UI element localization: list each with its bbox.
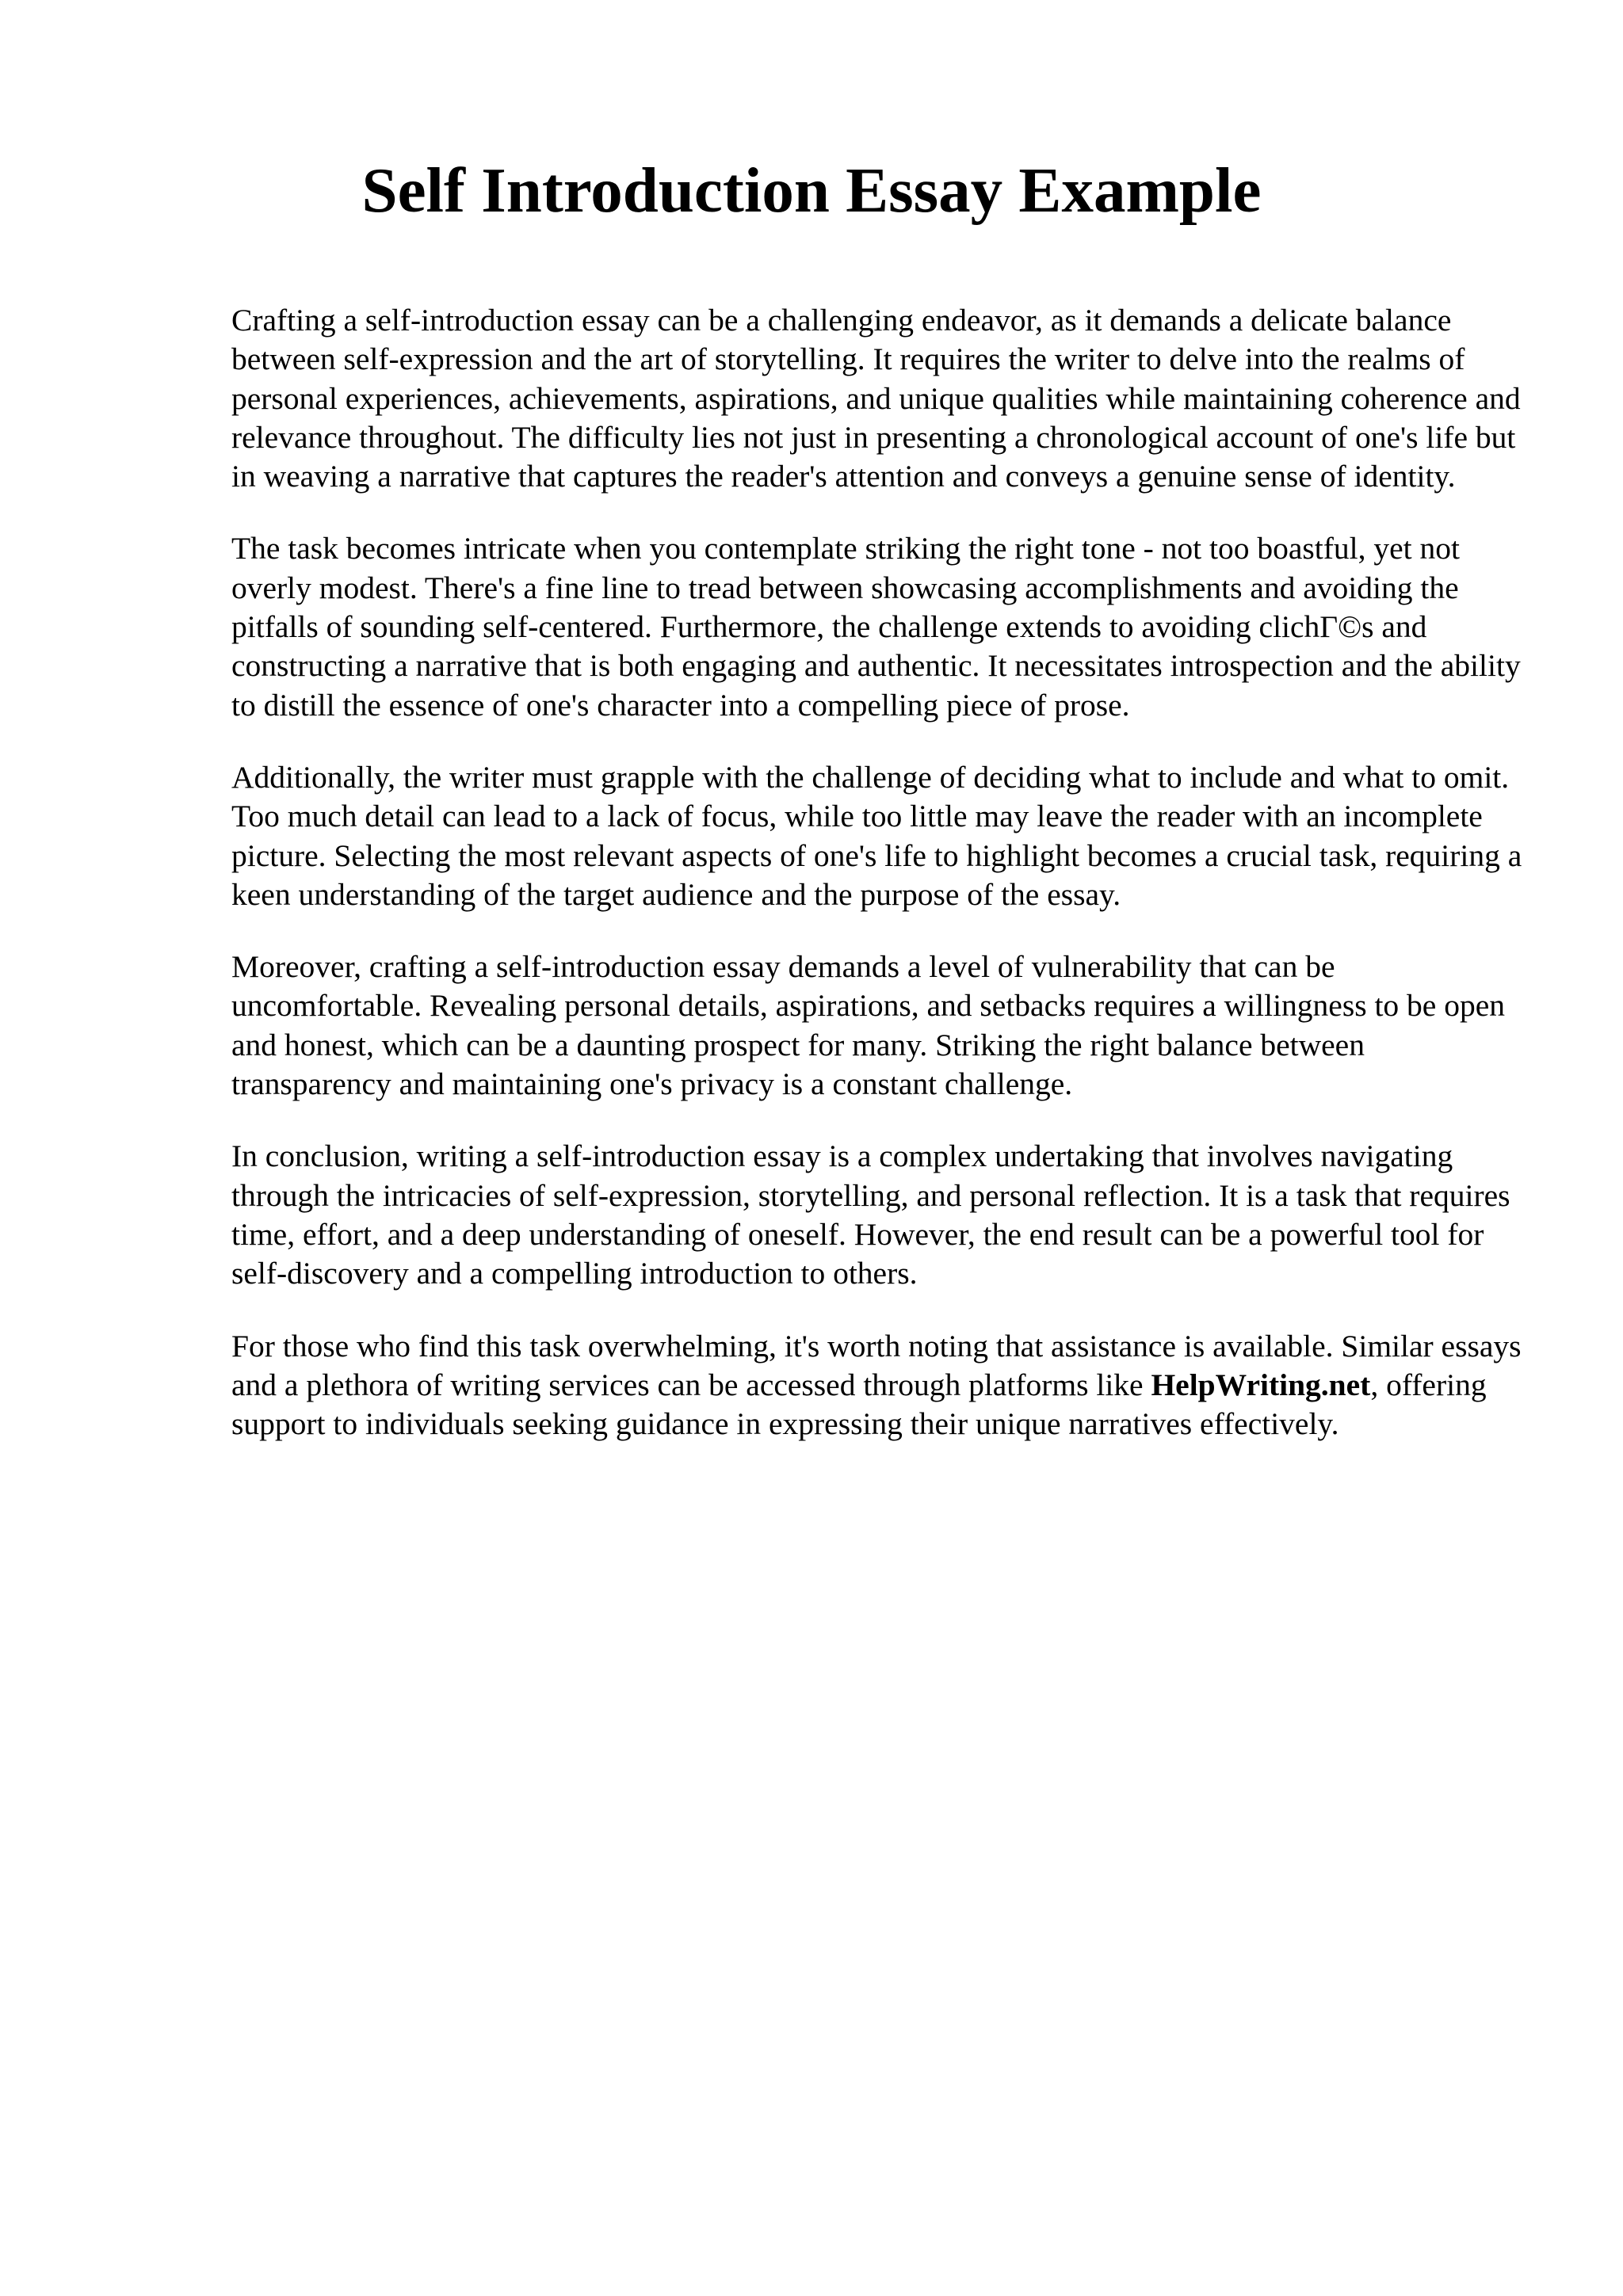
essay-paragraph-5: In conclusion, writing a self-introduction essay is a complex undertaking that involves navigating through the intricacies of self-expression, storytelling, and personal reflection. It is a task that requires time, effort, and a deep understanding of oneself. However, the end result can be a powerful tool for self-discovery and a compelling introduction to others. bbox=[231, 1138, 1510, 1291]
essay-paragraph-1: Crafting a self-introduction essay can be a challenging endeavor, as it demands a delicate balance between self-expression and the art of storytelling. It requires the writer to delve into the realms of personal experiences, achievements, aspirations, and unique qualities while maintaining coherence and relevance throughout. The difficulty lies not just in presenting a chronological account of one's life but in weaving a narrative that captures the reader's attention and conveys a genuine sense of identity. bbox=[231, 303, 1521, 494]
essay-body bbox=[231, 301, 1531, 1477]
essay-paragraph-3: Additionally, the writer must grapple with the challenge of deciding what to include and what to omit. Too much detail can lead to a lack of focus, while too little may leave the reader with an incomplete picture. Selecting the most relevant aspects of one's life to highlight becomes a crucial task, requiring a keen understanding of the target audience and the purpose of the essay. bbox=[231, 759, 1522, 912]
final-paragraph-after-link: , offering support to individuals seeking guidance in expressing their unique narratives effectively. bbox=[231, 1367, 1487, 1442]
essay-paragraph-2: The task becomes intricate when you contemplate striking the right tone - not too boastful, yet not overly modest. There's a fine line to tread between showcasing accomplishments and avoiding the pitfalls of sounding self-centered. Furthermore, the challenge extends to avoiding clichΓ©s and constructing a narrative that is both engaging and authentic. It necessitates introspection and the ability to distill the essence of one's character into a compelling piece of prose. bbox=[231, 531, 1521, 723]
final-paragraph-before-link: For those who find this task overwhelming, it's worth noting that assistance is available. Similar essays and a plethora of writing services can be accessed through platforms like bbox=[231, 1328, 1522, 1402]
page-title: Self Introduction Essay Example bbox=[361, 154, 1262, 226]
helpwriting-link[interactable]: HelpWriting.net bbox=[1151, 1367, 1371, 1402]
essay-paragraph-6 bbox=[231, 1327, 1531, 1444]
essay-paragraph-4: Moreover, crafting a self-introduction essay demands a level of vulnerability that can be uncomfortable. Revealing personal details, aspirations, and setbacks requires a willingness to be open and honest, which can be a daunting prospect for many. Striking the right balance between transparency and maintaining one's privacy is a constant challenge. bbox=[231, 949, 1505, 1102]
